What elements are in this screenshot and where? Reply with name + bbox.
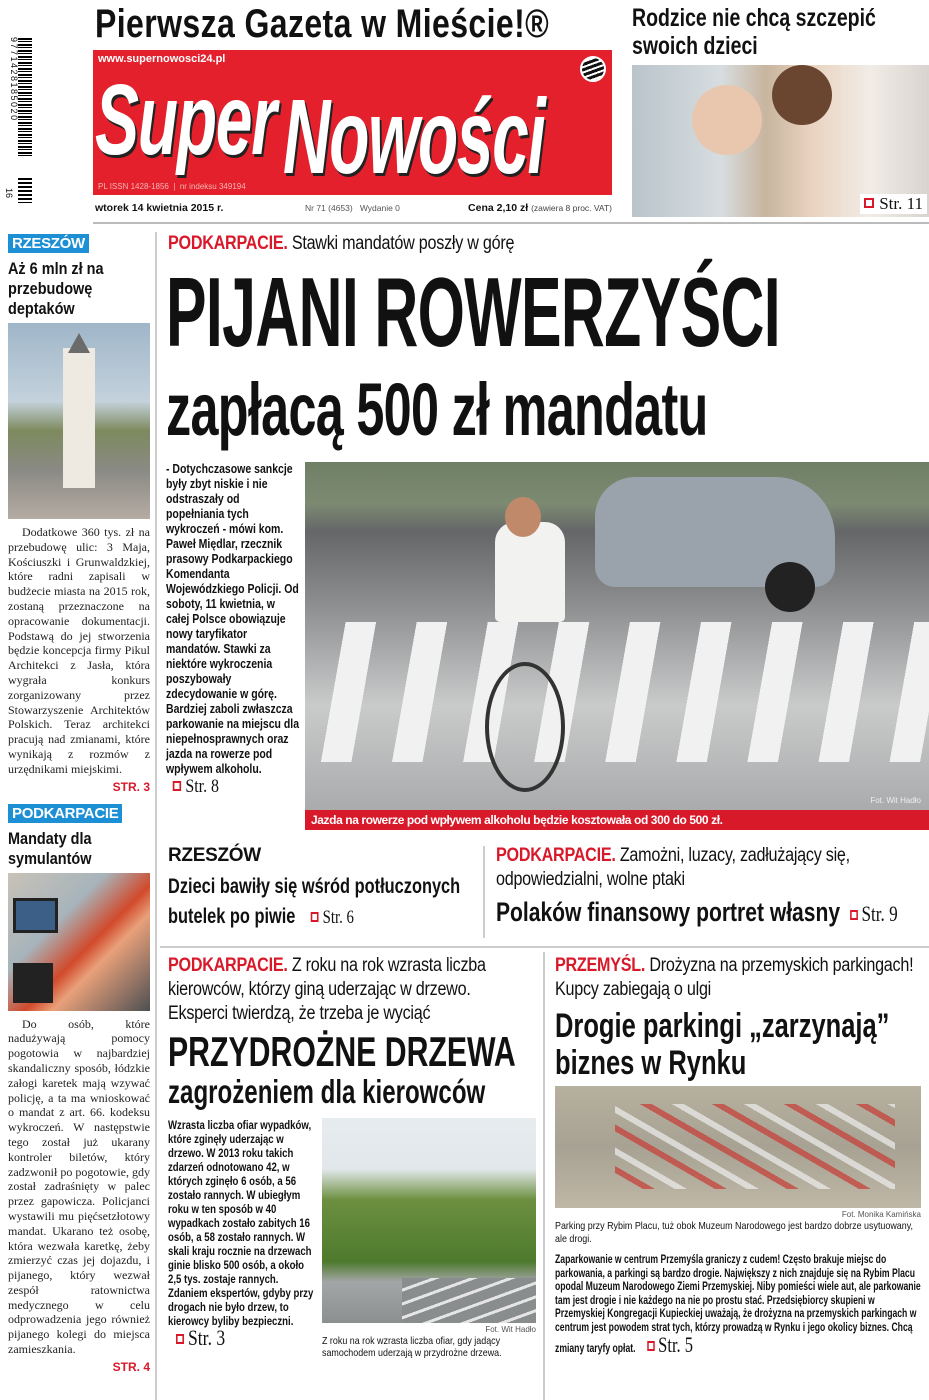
- teaser-vaccination[interactable]: [632, 4, 929, 62]
- ambulance-dispatch-photo: [8, 873, 150, 1011]
- article-body: Zaparkowanie w centrum Przemyśla graniczy z cudem! Często brakuje miejsc do parkowania, a parkingi są bardzo drogie. Największy z nich znajduje się na Rybim Placu opodal Muzeum Narodowego Ziemi Przemyskiej. Niby pomieści wiele aut, ale parkowanie tam jest drogie i nie każdego na nie po prostu stać. Przedsiębiorcy skupieni w Przemyskiej Kongregacji Kupieckiej uważają, że drożyzna na przemyskich parkingach w centrum jest powodem strat tych, którzy prowadzą w Rynku i jego okolicy biznes. Chcą zmiany taryfy opłat.: [555, 1254, 921, 1355]
- teaser-title: Rodzice nie chcą szczepić swoich dzieci: [632, 4, 876, 60]
- bottom-left-kicker: Z roku na rok wzrasta liczba kierowców, którzy giną uderzając w drzewo. Eksperci twierdzą, że trzeba je wyciąć: [168, 955, 486, 1024]
- bottom-right-kicker: Drożyzna na przemyskich parkingach! Kupcy zabiegają o ulgi: [555, 955, 914, 1000]
- mid-right-headline[interactable]: Polaków finansowy portret własny: [496, 897, 841, 927]
- bottom-left-region: PODKARPACIE.: [168, 955, 288, 976]
- lead-subheadline[interactable]: zapłacą 500 zł mandatu: [166, 368, 708, 451]
- mid-right-kicker: Zamożni, luzacy, zadłużający się, odpowiedzialni, wolne ptaki: [496, 845, 850, 890]
- section-label: PODKARPACIE: [8, 804, 122, 823]
- column-divider: [543, 952, 545, 1400]
- issn: PL ISSN 1428-1856: [98, 182, 169, 191]
- sidebar: [8, 234, 150, 1374]
- page-ref[interactable]: STR. 4: [112, 1359, 150, 1374]
- page-ref[interactable]: Str. 5: [647, 1332, 693, 1357]
- mid-left-region: RZESZÓW: [168, 845, 261, 866]
- column-divider: [155, 232, 157, 1400]
- bottom-right-region: PRZEMYŚL.: [555, 955, 646, 976]
- town-hall-photo: [8, 323, 150, 519]
- barcode-issue: 16: [4, 187, 15, 199]
- sidebar-headline[interactable]: Mandaty dla symulantów: [8, 828, 92, 868]
- logo-super: Super: [95, 64, 276, 176]
- vat-note: (zawiera 8 proc. VAT): [531, 203, 612, 213]
- mid-left-headline[interactable]: Dzieci bawiły się wśród potłuczonych butelek po piwie: [168, 875, 461, 928]
- teaser-photo: [632, 65, 929, 217]
- photo-credit: Fot. Wit Hadło: [870, 796, 921, 805]
- page-ref[interactable]: STR. 3: [112, 779, 150, 794]
- issue-number: Nr 71 (4653): [305, 203, 353, 213]
- divider: [93, 222, 929, 224]
- barcode-number: 9771428185020: [9, 37, 19, 122]
- parking-photo: [555, 1086, 921, 1208]
- sidebar-headline[interactable]: Aż 6 mln zł na przebudowę deptaków: [8, 259, 104, 318]
- lead-caption: Jazda na rowerze pod wpływem alkoholu będzie kosztowała od 300 do 500 zł.: [305, 810, 929, 830]
- masthead-logo[interactable]: www.supernowosci24.pl Super Nowości PL ISSN 1428-1856 | nr indeksu 349194: [93, 50, 612, 195]
- page-ref[interactable]: Str. 11: [860, 194, 927, 214]
- photo-credit: Fot. Wit Hadło: [485, 1325, 536, 1334]
- lead-body: - Dotychczasowe sankcje były zbyt niskie i nie odstraszały od popełniania tych wykroczeń - mówi kom. Paweł Międlar, rzecznik prasowy Podkarpackiego Komendanta Wojewódzkiego Policji. Od soboty, 11 kwietnia, w całej Polsce obowiązuje nowy taryfikator mandatów. Stawki za niektóre wykroczenia poszybowały zdecydowanie w górę. Bardziej zaboli zwłaszcza parkowanie na miejscu dla niepełnosprawnych oraz jazda na rowerze pod wpływem alkoholu.: [166, 462, 300, 776]
- divider: [160, 946, 929, 948]
- article-body: Dodatkowe 360 tys. zł na przebudowę ulic: 3 Maja, Kościuszki i Grunwaldzkiej, które radni zapisali w budżecie miasta na 2015 rok, zostaną przeznaczone na opracowanie dokumentacji. Podstawą do jej stworzenia będzie koncepcja firmy Pikul Architekci z Jasła, która wygrała konkurs zorganizowany przez Stowarzyszenie Architektów Polskich. Teraz architekci pracują nad zmianami, które wynikają z rozmów z urzędnikami miejskimi.: [8, 525, 150, 776]
- price: Cena 2,10 zł: [468, 202, 529, 214]
- roadside-trees-photo: [322, 1118, 536, 1323]
- issue-date: wtorek 14 kwietnia 2015 r.: [95, 202, 224, 214]
- lead-kicker: Stawki mandatów poszły w górę: [291, 233, 515, 254]
- page-ref[interactable]: Str. 9: [850, 901, 898, 926]
- photo-caption: Z roku na rok wzrasta liczba ofiar, gdy jadący samochodem uderzają w przydrożne drzewa.: [322, 1335, 502, 1359]
- photo-caption: Parking przy Rybim Placu, tuż obok Muzeum Narodowego jest bardzo dobrze usytuowany, ale drogi.: [555, 1220, 914, 1245]
- column-divider: [483, 846, 485, 938]
- page-ref[interactable]: Str. 6: [311, 907, 354, 928]
- section-label: RZESZÓW: [8, 234, 89, 253]
- article-body: Wzrasta liczba ofiar wypadków, które zginęły uderzając w drzewo. W 2013 roku takich zdarzeń odnotowano 42, w których zginęło 6 osób, a 56 zostało rannych. W ubiegłym roku w ten sposób w 40 wypadkach zostało zabitych 16 osób, a 58 zostało rannych. W skali kraju rocznie na drzewach ginie blisko 500 osób, a około 2,5 tys. zostaje rannych. Zdaniem ekspertów, gdyby przy drogach nie było drzew, to kierowcy byliby bezpieczni.: [168, 1118, 314, 1328]
- index-number: nr indeksu 349194: [179, 182, 246, 191]
- page-ref[interactable]: Str. 8: [173, 776, 219, 797]
- mid-right-region: PODKARPACIE.: [496, 845, 616, 866]
- lead-headline[interactable]: PIJANI ROWERZYŚCI: [166, 257, 781, 367]
- bottom-left-subheadline[interactable]: zagrożeniem dla kierowców: [168, 1073, 486, 1110]
- barcode: [4, 37, 32, 203]
- globe-icon: [580, 56, 606, 82]
- edition: Wydanie 0: [359, 203, 400, 213]
- tagline: Pierwsza Gazeta w Mieście!®: [95, 2, 550, 46]
- photo-credit: Fot. Monika Kamińska: [841, 1210, 921, 1219]
- article-body: Do osób, które nadużywają pomocy pogotowia w najbardziej skandaliczny sposób, łódzkie załogi karetek mają wzywać policję, a ta ma wnioskować o mandat z art. 66. kodeksu wykroczeń. W następstwie tego został już ukarany kontroler biletów, który zadzwonił po pogotowie, gdy został zadraśnięty w palec przez gapowicza. Policjanci wystawili mu pięćsetzłotowy mandat. Ukarano też osobę, która wezwała karetkę, żeby zmierzyć czas jej dojazdu, i pijanego, który wezwał zespół ratownictwa medycznego w celu odprowadzenia jego również pijanego kolegi do miejsca zamieszkania.: [8, 1016, 150, 1357]
- bottom-left-headline[interactable]: PRZYDROŻNE DRZEWA: [168, 1028, 516, 1075]
- logo-nowosci: Nowości: [283, 78, 545, 195]
- cyclist-photo: [305, 462, 929, 810]
- lead-region: PODKARPACIE.: [168, 233, 288, 254]
- page-ref[interactable]: Str. 3: [176, 1325, 225, 1350]
- website-url[interactable]: www.supernowosci24.pl: [98, 53, 226, 65]
- bottom-right-headline[interactable]: Drogie parkingi „zarzynają” biznes w Rynku: [555, 1007, 890, 1082]
